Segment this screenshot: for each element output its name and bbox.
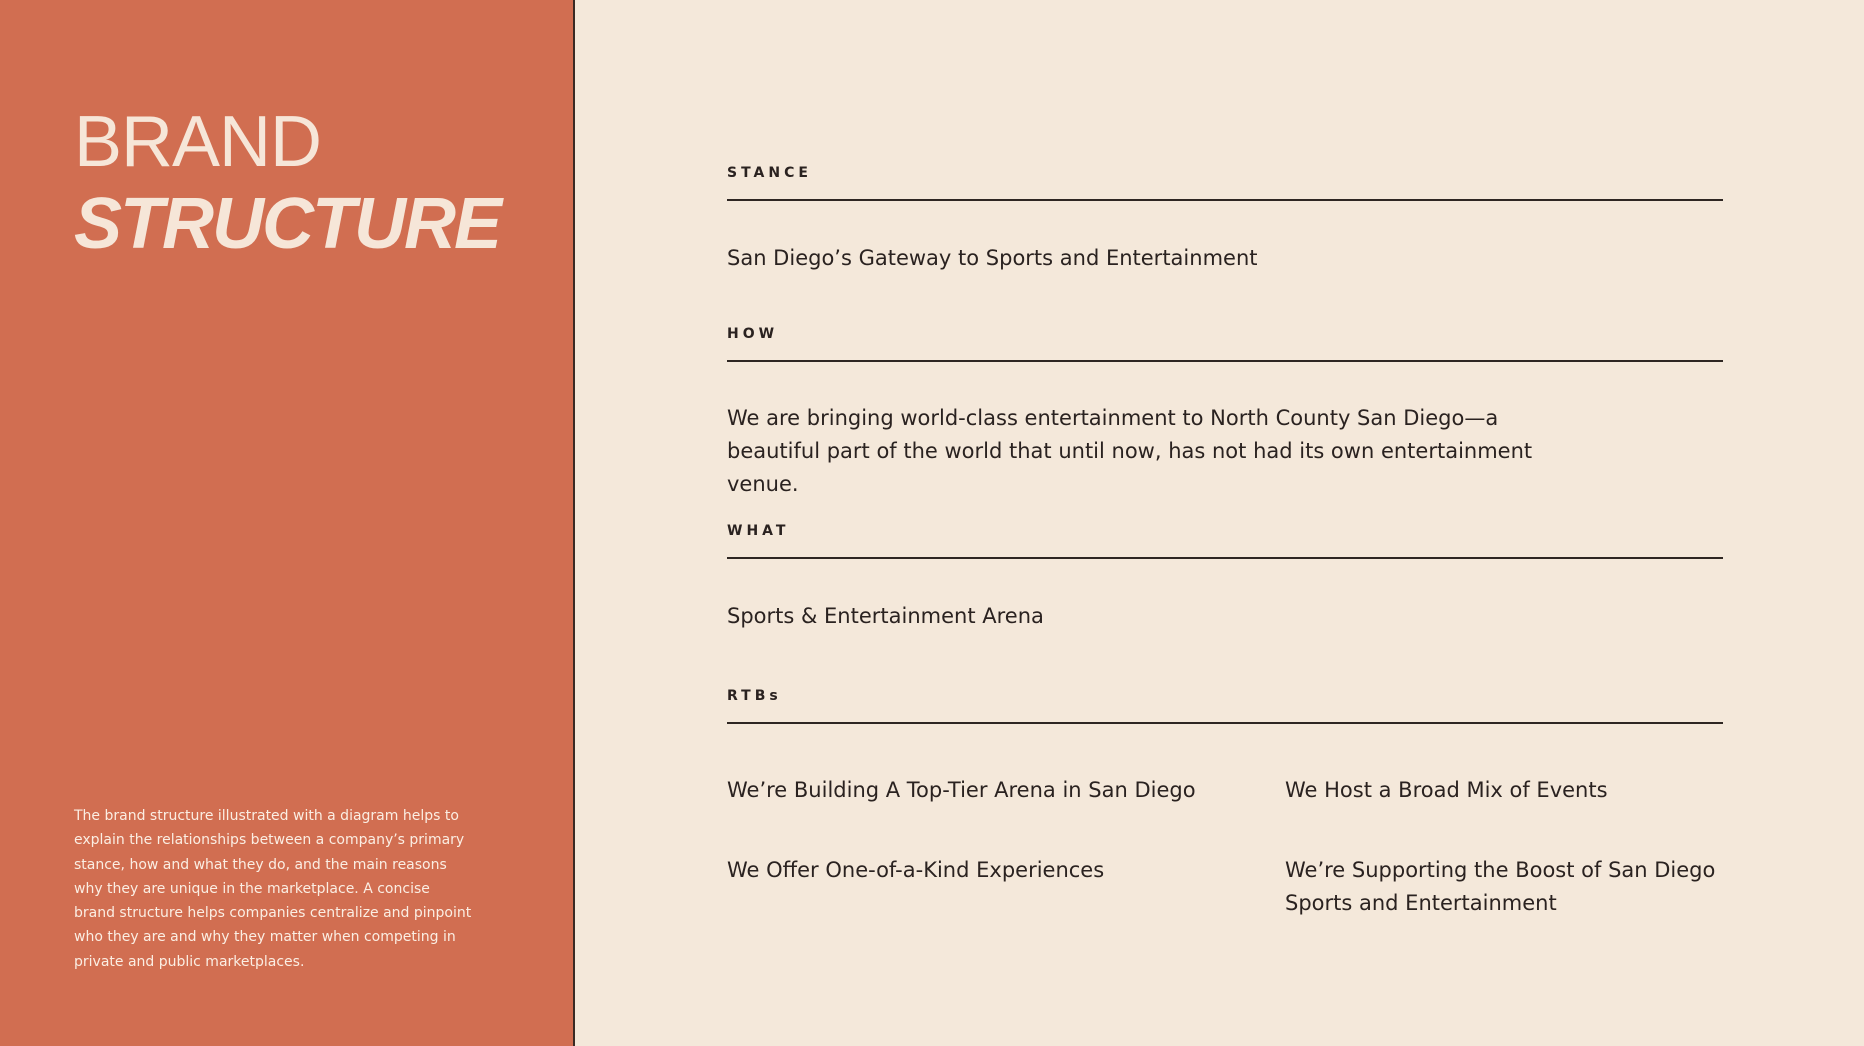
how-label: HOW (727, 326, 779, 342)
how-text: We are bringing world-class entertainment to North County San Diego—a beautiful part of the world that until now, has not had its own entertainment venue. (727, 406, 1533, 496)
rtb-item: We Host a Broad Mix of Events (1285, 778, 1608, 802)
left-panel (0, 0, 575, 1046)
stance-header (727, 165, 1723, 201)
rtbs-header (727, 688, 1723, 724)
rtb-item: We’re Building A Top-Tier Arena in San Diego (727, 778, 1196, 802)
what-label: WHAT (727, 523, 790, 539)
stance-label: STANCE (727, 165, 812, 181)
title-line-structure: STRUCTURE (74, 184, 500, 264)
rtb-item: We Offer One-of-a-Kind Experiences (727, 858, 1105, 882)
how-header (727, 326, 1723, 362)
stance-text: San Diego’s Gateway to Sports and Entertainment (727, 246, 1258, 270)
description-text: The brand structure illustrated with a diagram helps to explain the relationships between a company’s primary stance, how and what they do, and the main reasons why they are unique in the marketplace. A concise brand structure helps companies centralize and pinpoint who they are and why they matter when competing in private and public marketplaces. (74, 808, 472, 970)
what-header (727, 523, 1723, 559)
rtbs-label: RTBs (727, 688, 782, 704)
page-title (74, 100, 500, 264)
title-line-brand: BRAND (74, 102, 322, 182)
rtb-item: We’re Supporting the Boost of San Diego Sports and Entertainment (1285, 858, 1716, 915)
what-text: Sports & Entertainment Arena (727, 604, 1044, 628)
